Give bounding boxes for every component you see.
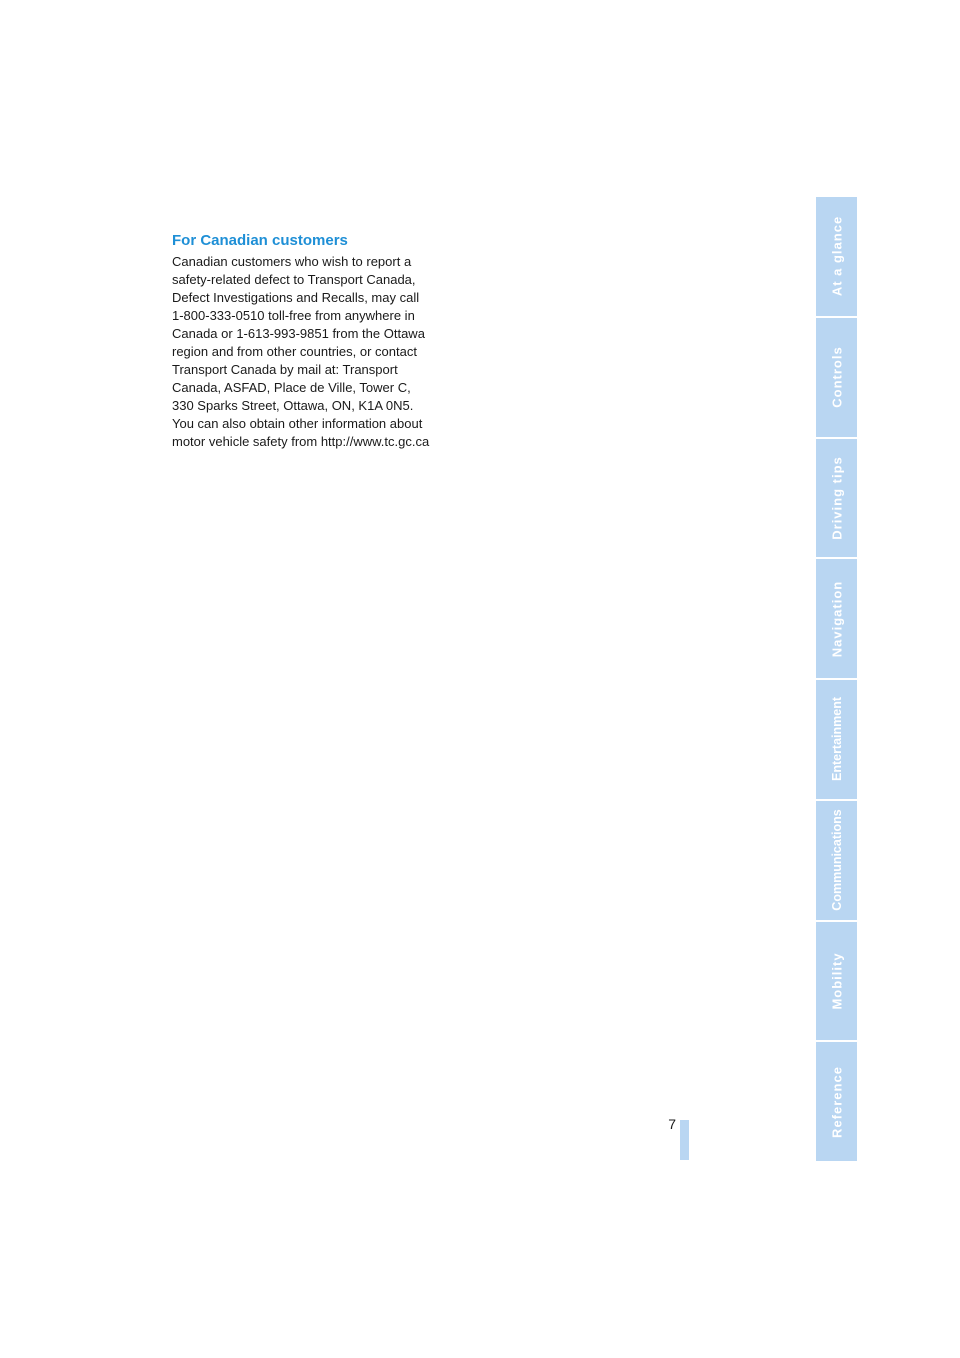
tab-controls[interactable] <box>816 316 857 437</box>
body-line: 1-800-333-0510 toll-free from anywhere in <box>172 308 415 323</box>
tab-entertainment[interactable] <box>816 678 857 799</box>
body-line: Transport Canada by mail at: Transport <box>172 362 398 377</box>
tab-label: Navigation <box>829 580 844 657</box>
tab-reference[interactable] <box>816 1040 857 1161</box>
tab-at-a-glance[interactable] <box>816 197 857 316</box>
body-text <box>172 253 472 451</box>
tab-label: Mobility <box>829 952 844 1010</box>
tab-driving-tips[interactable] <box>816 437 857 558</box>
tab-label: Entertainment <box>829 697 844 782</box>
tab-label: Reference <box>829 1065 844 1138</box>
page-number: 7 <box>668 1116 676 1132</box>
body-line: motor vehicle safety from http://www.tc.gc.ca <box>172 434 430 449</box>
body-line: Canada or 1-613-993-9851 from the Ottawa <box>172 326 425 341</box>
page-marker <box>680 1120 689 1160</box>
chapter-thumb-tabs <box>816 197 857 1161</box>
body-line: 330 Sparks Street, Ottawa, ON, K1A 0N5. <box>172 398 414 413</box>
body-line: Canadian customers who wish to report a <box>172 254 412 269</box>
tab-navigation[interactable] <box>816 557 857 678</box>
tab-label: Communications <box>829 809 844 911</box>
body-line: safety-related defect to Transport Canada, <box>172 272 416 287</box>
body-line: Defect Investigations and Recalls, may call <box>172 290 420 305</box>
section-heading: For Canadian customers <box>172 232 348 249</box>
tab-communications[interactable] <box>816 799 857 920</box>
body-line: You can also obtain other information about <box>172 416 423 431</box>
body-line: Canada, ASFAD, Place de Ville, Tower C, <box>172 380 411 395</box>
body-line: region and from other countries, or contact <box>172 344 417 359</box>
tab-mobility[interactable] <box>816 920 857 1041</box>
tab-label: Controls <box>829 346 844 408</box>
tab-label: Driving tips <box>829 456 844 540</box>
tab-label: At a glance <box>829 216 844 297</box>
